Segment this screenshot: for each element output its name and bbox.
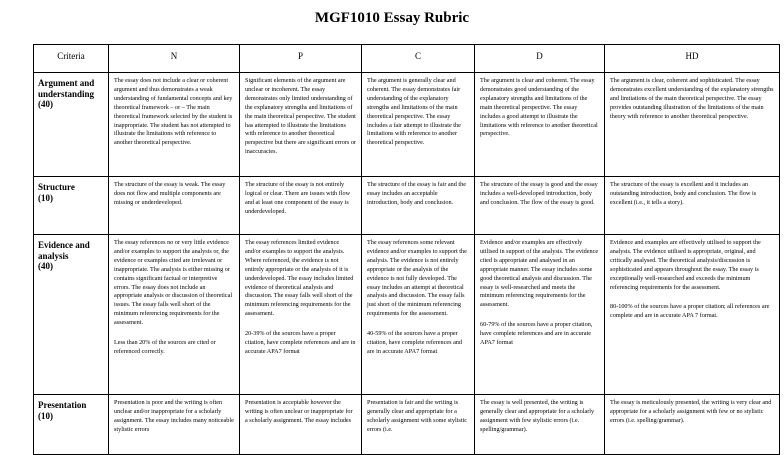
- descriptor-text: The argument is clear and coherent. The essay demonstrates good understanding of the explanatory strengths and limitations of the main theoretical perspective. The essay includes a good attempt to illustrate the limitations with reference to another theoretical perspective.: [480, 77, 598, 138]
- descriptor-cell-c: [362, 235, 475, 395]
- referencing-text: 60-79% of the sources have a proper citation, have complete references and are in accurate APA7 format: [480, 321, 593, 347]
- descriptor-text: The essay references some relevant evidence and/or examples to support the analysis. The evidence is not entirely appropriate or the analysis of the evidence is not fully developed. The essay includes an attempt at theoretical analysis and discussion. The essay falls just short of the minimum referencing requirements for the assessment.: [367, 239, 467, 318]
- descriptor-cell-p: [240, 235, 362, 395]
- header-grade-d: D: [475, 45, 605, 73]
- header-grade-c: C: [362, 45, 475, 73]
- criterion-name: Structure: [38, 182, 75, 192]
- descriptor-text: Presentation is poor and the writing is often unclear and/or inappropriate for a scholarly assignment. The essay includes many noticeable stylistic errors: [114, 399, 234, 433]
- descriptor-text: The essay references no or very little evidence and/or examples to support the analysis or, the evidence or examples cited are irrelevant or inappropriate. The analysis is either missing or contains significant factual or interpretive errors. The essay does not include an appropriate analysis or discussion of theoretical issues. The essay falls well short of the minimum referencing requirements for the assessment.: [114, 239, 233, 327]
- criterion-cell: [34, 395, 109, 455]
- header-criteria: Criteria: [34, 45, 109, 73]
- descriptor-text: The argument is generally clear and coherent. The essay demonstrates fair understanding of the explanatory strengths and limitations of the main theoretical perspective. The essay includes a fair attempt to illustrate the limitations with reference to another theoretical perspective.: [367, 77, 461, 147]
- descriptor-text: Significant elements of the argument are unclear or incoherent. The essay demonstrates only limited understanding of the explanatory strengths and limitations of the main theoretical perspective. The student has attempted to illustrate the limitations with reference to another theoretical perspective but there are significant errors or inaccuracies.: [245, 77, 356, 156]
- header-row: [34, 45, 780, 73]
- criterion-cell: [34, 235, 109, 395]
- header-grade-p: P: [240, 45, 362, 73]
- descriptor-cell-d: [475, 395, 605, 455]
- descriptor-text: Presentation is acceptable however the writing is often unclear or inappropriate for a scholarly assignment. The essay includes: [245, 399, 353, 424]
- descriptor-cell-p: [240, 395, 362, 455]
- criterion-weight: (40): [38, 261, 53, 271]
- header-grade-n: N: [109, 45, 240, 73]
- descriptor-cell-hd: [605, 395, 780, 455]
- criterion-cell: [34, 73, 109, 177]
- descriptor-cell-n: [109, 73, 240, 177]
- rubric-row-presentation: [34, 395, 780, 455]
- referencing-text: Less than 20% of the sources are cited or referenced correctly.: [114, 339, 216, 355]
- descriptor-cell-n: [109, 395, 240, 455]
- descriptor-cell-p: [240, 177, 362, 235]
- rubric-row-argument: [34, 73, 780, 177]
- criterion-weight: (10): [38, 410, 53, 421]
- criterion-name: Argument and understanding: [38, 78, 95, 99]
- referencing-text: 40-59% of the sources have a proper citation, have complete references and are in accurate APA7 format: [367, 330, 462, 355]
- referencing-text: 80-100% of the sources have a proper citation; all references are complete and are in accurate APA 7 format.: [610, 303, 770, 320]
- criterion-weight: (40): [38, 99, 53, 109]
- descriptor-text: Evidence and examples are effectively utilised to support the analysis. The evidence utilised is appropriate, original, and critically analysed. The theoretical analysis/discussion is sophisticated and appears throughout the essay. The essay is exceptionally well-researched and exceeds the minimum referencing requirements for the assessment.: [610, 239, 761, 291]
- descriptor-text: The structure of the essay is good and the essay includes a well-developed introduction, body and conclusion. The flow of the essay is good.: [480, 181, 598, 206]
- descriptor-text: The essay is meticulously presented, the writing is very clear and appropriate for a scholarly assignment with few or no stylistic errors (i.e. spelling/grammar).: [610, 399, 772, 424]
- page-title: MGF1010 Essay Rubric: [314, 10, 470, 26]
- descriptor-cell-c: [362, 177, 475, 235]
- rubric-row-structure: [34, 177, 780, 235]
- referencing-text: 20-39% of the sources have a proper citation, have complete references and are in accurate APA7 format: [245, 330, 356, 355]
- descriptor-cell-d: [475, 73, 605, 177]
- descriptor-text: The essay references limited evidence and/or examples to support the analysis. Where referenced, the evidence is not entirely appropriate or the analysis of it is underdeveloped. The essay includes limited evidence of theoretical analysis and discussion. The essay falls well short of the minimum referencing requirements for the assessment.: [245, 239, 354, 318]
- criterion-cell: [34, 177, 109, 235]
- descriptor-cell-c: [362, 73, 475, 177]
- descriptor-text: The structure of the essay is not entirely logical or clear. There are issues with flow and at least one component of the essay is underdeveloped.: [245, 181, 351, 215]
- descriptor-text: The essay does not include a clear or coherent argument and thus demonstrates a weak understanding of fundamental concepts and key theoretical framework – or – The main theoretical framework selected by the student is inappropriate. The student has not attempted to illustrate the limitations with reference to another theoretical perspective.: [114, 77, 233, 147]
- descriptor-text: The argument is clear, coherent and sophisticated. The essay demonstrates excellent understanding of the explanatory strengths and limitations of the main theoretical perspective. The essay provides outstanding illustration of the limitations of the main theory with reference to another theoretical perspective.: [610, 77, 774, 120]
- criterion-name: Presentation: [38, 400, 87, 410]
- rubric-table: [33, 44, 780, 455]
- descriptor-text: Presentation is fair and the writing is generally clear and appropriate for a scholarly assignment with some stylistic errors (i.e.: [367, 399, 468, 433]
- rubric-row-evidence: [34, 235, 780, 395]
- criterion-name: Evidence and analysis: [38, 240, 90, 261]
- descriptor-text: The essay is well presented, the writing is generally clear and appropriate for a scholarly assignment with few stylistic errors (i.e. spelling/grammar).: [480, 399, 595, 433]
- descriptor-cell-d: [475, 235, 605, 395]
- descriptor-cell-d: [475, 177, 605, 235]
- criterion-weight: (10): [38, 192, 53, 203]
- descriptor-text: The structure of the essay is weak. The essay does not flow and multiple components are missing or underdeveloped.: [114, 181, 226, 206]
- descriptor-cell-c: [362, 395, 475, 455]
- descriptor-cell-hd: [605, 73, 780, 177]
- descriptor-cell-hd: [605, 235, 780, 395]
- descriptor-cell-n: [109, 177, 240, 235]
- descriptor-text: The structure of the essay is excellent and it includes an outstanding introduction, body and conclusion. The flow is excellent (i.e., it tells a story).: [610, 181, 757, 206]
- header-grade-hd: HD: [605, 45, 780, 73]
- descriptor-text: The structure of the essay is fair and the essay includes an acceptable introduction, body and conclusion.: [367, 181, 466, 206]
- descriptor-cell-hd: [605, 177, 780, 235]
- descriptor-text: Evidence and/or examples are effectively utilised in support of the analysis. The evidence cited is appropriate and analysed in an appropriate manner. The essay includes some good theoretical analysis and discussion. The essay is well-researched and meets the minimum referencing requirements for the assessment.: [480, 239, 599, 309]
- descriptor-cell-p: [240, 73, 362, 177]
- descriptor-cell-n: [109, 235, 240, 395]
